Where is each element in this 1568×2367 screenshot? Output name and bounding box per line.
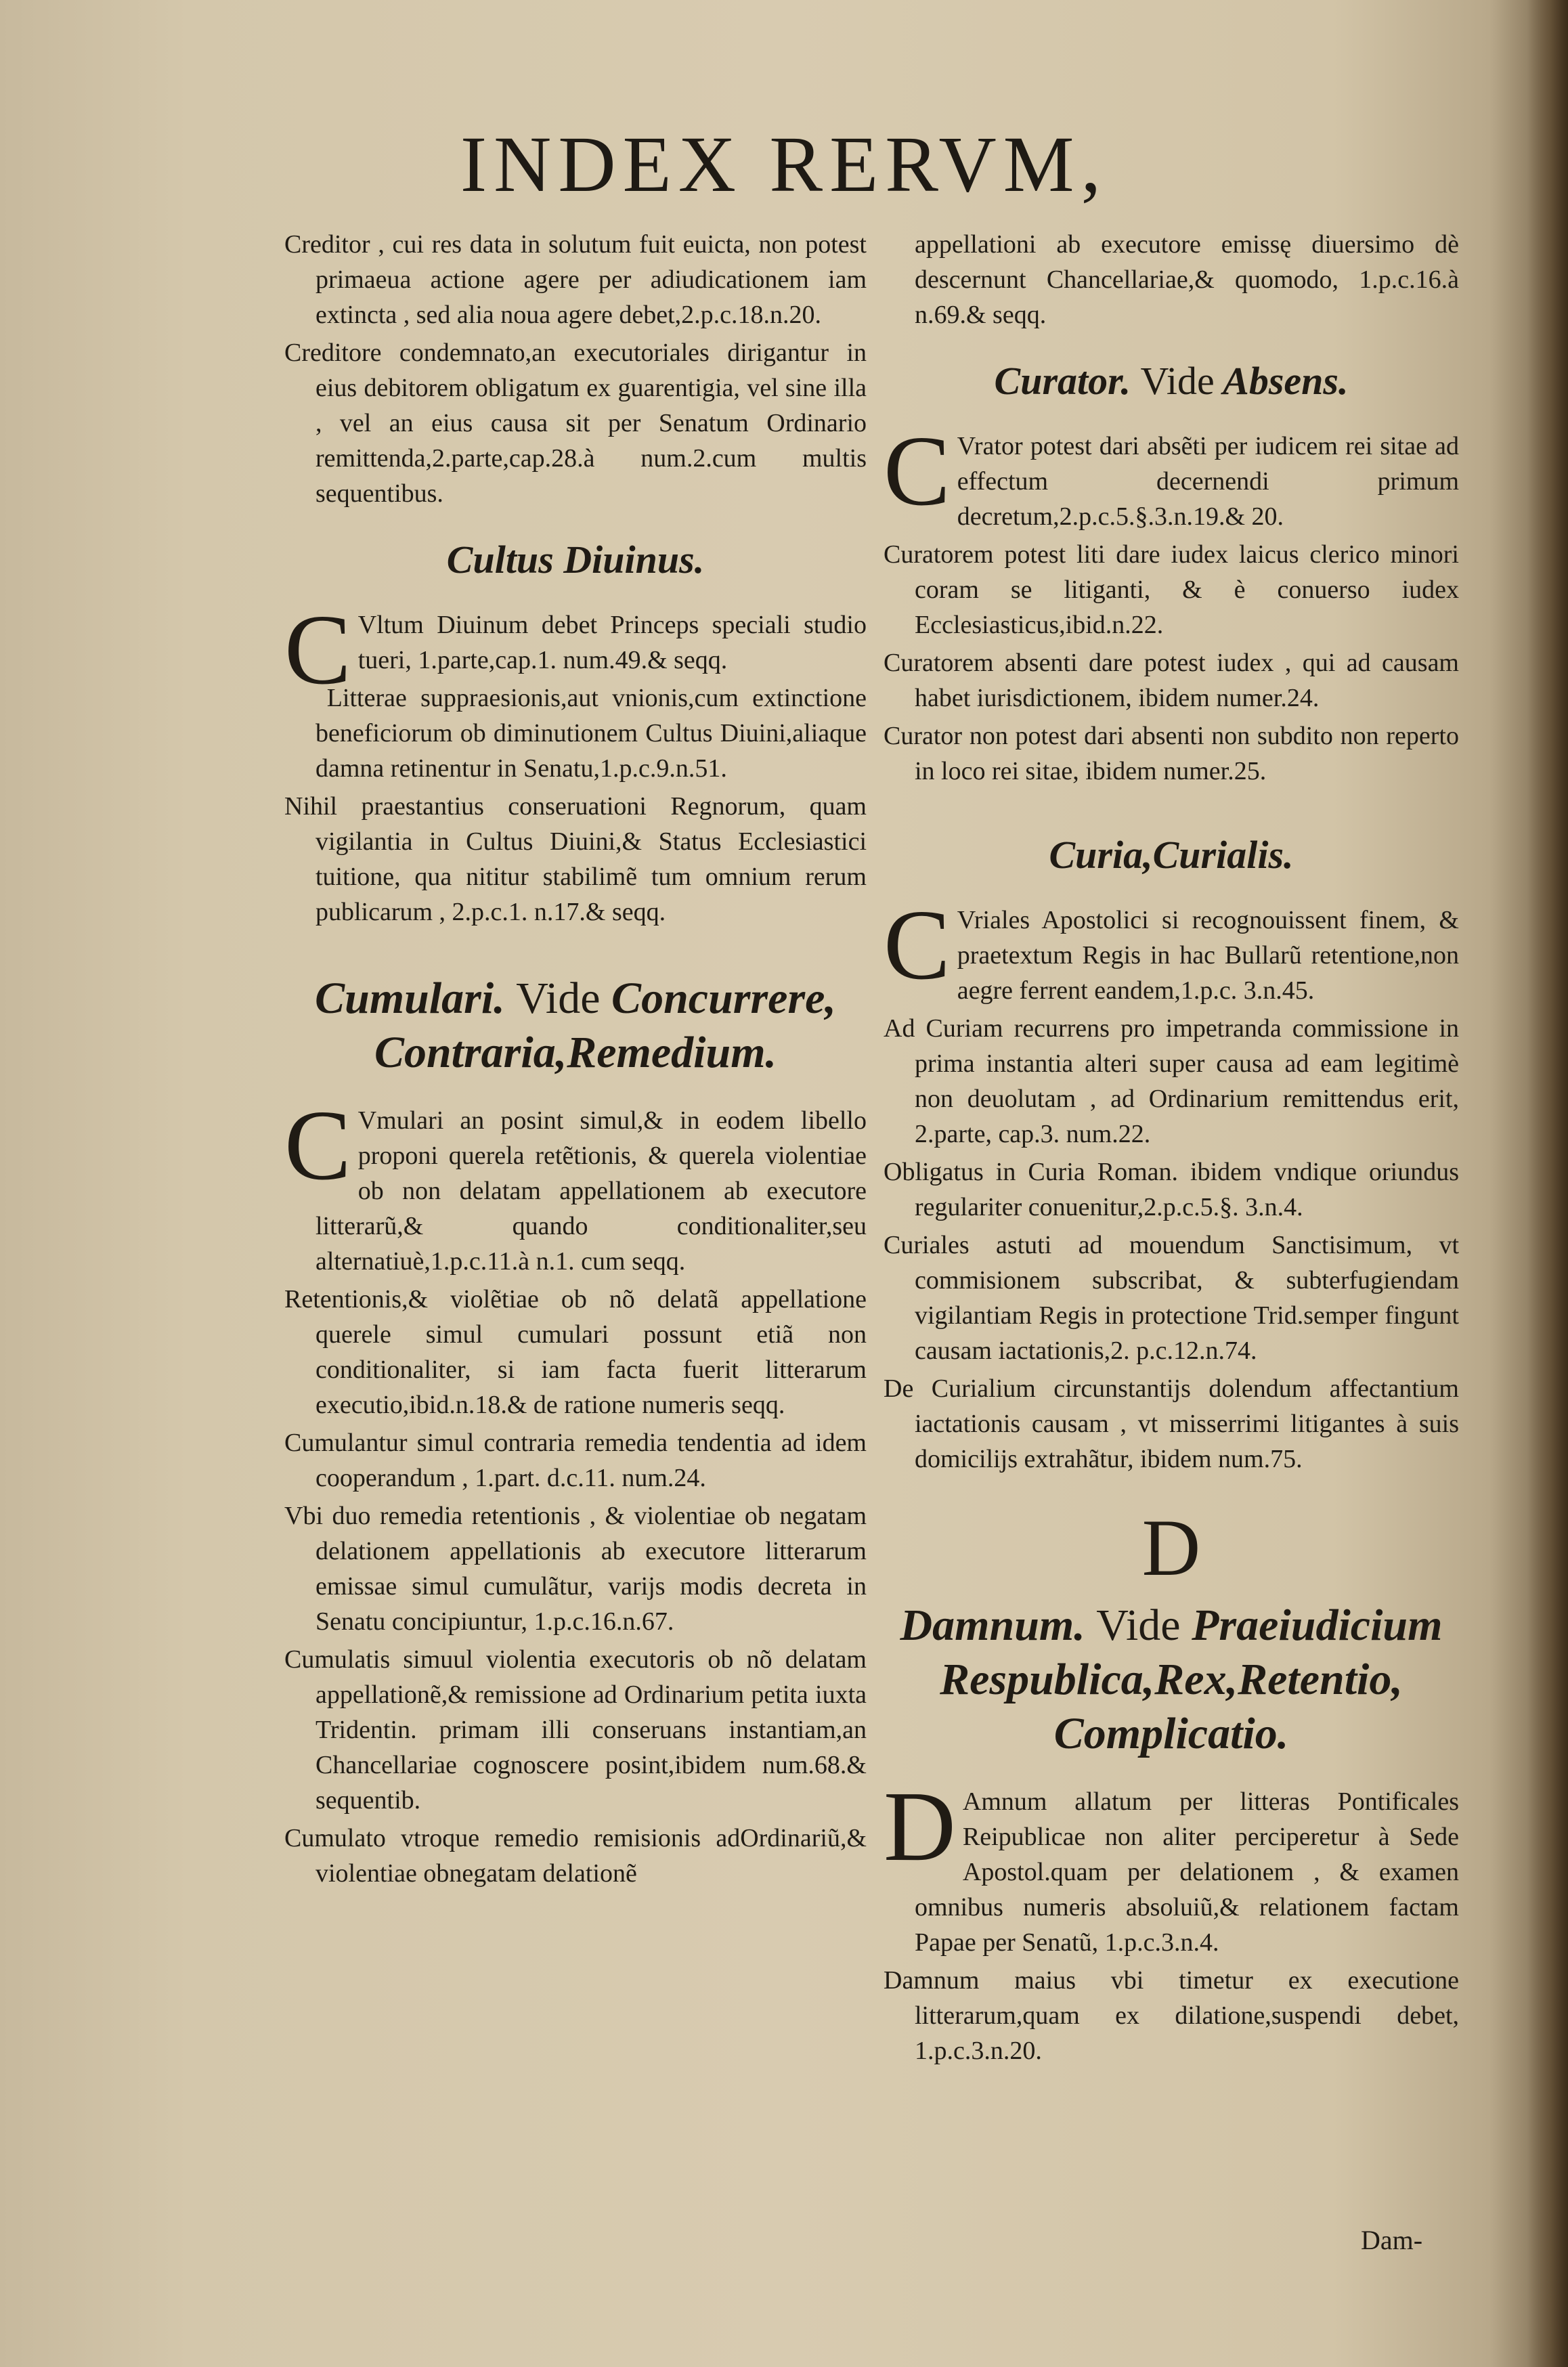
heading-vide: Vide — [516, 974, 601, 1023]
page-header-title: INDEX RERVM, — [460, 120, 1108, 209]
drop-cap: D — [884, 1771, 956, 1882]
heading-ref: Concurrere, — [611, 974, 836, 1023]
section-heading-cultus: Cultus Diuinus. — [446, 538, 705, 582]
index-entry: Damnum maius vbi timetur ex executione litterarum,quam ex dilatione,suspendi debet, 1.p.c.3.n.20. — [884, 1966, 1459, 2065]
section-heading-cumulari — [284, 972, 867, 1080]
index-entry: Cumulato vtroque remedio remisionis adOrdinariũ,& violentiae obnegatam delationẽ — [284, 1824, 867, 1888]
left-column — [284, 227, 867, 1894]
index-entry: Curiales astuti ad mouendum Sanctisimum, vt commisionem subscribat, & subterfugiendam vigilantiam Regis in protectione Trid.semper fingunt causam iactationis,2. p.c.12.n.74. — [884, 1231, 1459, 1365]
entry-text: Vrator potest dari absẽti per iudicem rei sitae ad effectum decernendi primum decretum,2.p.c.5.§.3.n.19.& 20. — [957, 432, 1459, 531]
drop-cap: C — [284, 1090, 351, 1201]
index-entry: Curatorem absenti dare potest iudex , qui ad causam habet iurisdictionem, ibidem numer.24. — [884, 649, 1459, 712]
drop-cap: C — [884, 890, 951, 1001]
index-entry: Curator non potest dari absenti non subdito non reperto in loco rei sitae, ibidem numer.25. — [884, 722, 1459, 785]
entry-text: Vltum Diuinum debet Princeps speciali studio tueri, 1.parte,cap.1. num.49.& seqq. — [357, 611, 867, 674]
heading-ref: Absens. — [1223, 359, 1349, 403]
section-heading-damnum — [884, 1599, 1459, 1761]
heading-term: Cumulari. — [315, 974, 505, 1023]
index-entry: Nihil praestantius conseruationi Regnorum, quam vigilantia in Cultus Diuini,& Status Ecclesiastici tuitione, qua nititur stabilimẽ tum omnium rerum publicarum , 2.p.c.1. n.17.& seqq. — [284, 792, 867, 926]
index-entry-continued: appellationi ab executore emissę diuersimo dè descernunt Chancellariae,& quomodo, 1.p.c.16.à n.69.& seqq. — [915, 230, 1459, 329]
index-entry: Litterae suppraesionis,aut vnionis,cum extinctione beneficiorum ob diminutionem Cultus Diuini,aliaque damna retinentur in Senatu,1.p.c.9.n.51. — [315, 684, 867, 783]
index-entry-lead — [284, 594, 867, 705]
section-heading-curia: Curia,Curialis. — [1049, 833, 1294, 877]
section-heading-curator — [884, 357, 1459, 406]
drop-cap: C — [284, 594, 351, 705]
index-entry: Creditore condemnato,an executoriales dirigantur in eius debitorem obligatum ex guarentigia, vel sine illa , vel an eius causa sit per Senatum Ordinario remittenda,2.parte,cap.28.à num.2.cum multis sequentibus. — [284, 339, 867, 508]
book-spine-shadow — [1527, 0, 1568, 2367]
entry-text: Amnum allatum per litteras Pontificales Reipublicae non aliter perciperetur à Sede Apostol.quam per delationem , & examen omnibus numeris absoluiũ,& relationem factam Papae per Senatũ, 1.p.c.3.n.4. — [915, 1787, 1459, 1957]
heading-ref: Contraria,Remedium. — [374, 1028, 777, 1077]
heading-ref: Respublica,Rex,Retentio, — [940, 1655, 1403, 1704]
heading-term: Curator. — [994, 359, 1131, 403]
index-entry: Cumulantur simul contraria remedia tendentia ad idem cooperandum , 1.part. d.c.11. num.24. — [284, 1429, 867, 1492]
catchword: Dam- — [1361, 2225, 1423, 2255]
index-entry: Retentionis,& violẽtiae ob nõ delatã appellatione querele simul cumulari possunt etiã non conditionaliter, si iam facta fuerit litterarum executio,ibid.n.18.& de ratione numeris seqq. — [284, 1285, 867, 1419]
index-entry: Cumulatis simuul violentia executoris ob nõ delatam appellationẽ,& remissione ad Ordinarium petita iuxta Tridentin. primam illi conseruans instantiam,an Chancellariae cognoscere posint,ibidem num.68.& sequentib. — [284, 1645, 867, 1815]
heading-ref: Complicatio. — [1053, 1709, 1289, 1758]
index-entry-lead — [884, 1771, 1459, 1960]
index-entry-lead — [284, 1090, 867, 1279]
section-letter-d: D — [1141, 1502, 1201, 1592]
index-entry: Curatorem potest liti dare iudex laicus clerico minori coram se litiganti, & è conuerso iudex Ecclesiasticus,ibid.n.22. — [884, 540, 1459, 639]
heading-vide: Vide — [1140, 359, 1215, 403]
index-entry: Vbi duo remedia retentionis , & violentiae ob negatam delationem appellationis ab executore litterarum emissae simul cumulãtur, varijs modis decreta in Senatu concipiuntur, 1.p.c.16.n.67. — [284, 1502, 867, 1636]
heading-ref: Praeiudicium — [1192, 1601, 1443, 1650]
heading-term: Damnum. — [900, 1601, 1085, 1650]
entry-text: Vmulari an posint simul,& in eodem libello proponi querela retẽtionis, & querela violentiae ob non delatam appellationem ab executore litterarũ,& quando conditionaliter,seu alternatiuè,1.p.c.11.à n.1. cum seqq. — [315, 1106, 867, 1276]
index-entry: Ad Curiam recurrens pro impetranda commissione in prima instantia alteri super causa ad eam legitimè non deuolutam , ad Ordinarium remittendus erit, 2.parte, cap.3. num.22. — [884, 1014, 1459, 1148]
index-entry: De Curialium circunstantijs dolendum affectantium iactationis causam , vt misserrimi litigantes à suis domicilijs extrahãtur, ibidem num.75. — [884, 1374, 1459, 1473]
index-entry-lead — [884, 416, 1459, 534]
entry-text: Vriales Apostolici si recognouissent finem, & praetextum Regis in hac Bullarũ retentione,non aegre ferrent eandem,1.p.c. 3.n.45. — [957, 906, 1459, 1005]
right-column — [884, 227, 1459, 2071]
drop-cap: C — [884, 416, 951, 527]
heading-vide: Vide — [1096, 1601, 1181, 1650]
index-entry: Obligatus in Curia Roman. ibidem vndique oriundus regulariter conuenitur,2.p.c.5.§. 3.n.4. — [884, 1158, 1459, 1221]
index-entry: Creditor , cui res data in solutum fuit euicta, non potest primaeua actione agere per adiudicationem iam extincta , sed alia noua agere debet,2.p.c.18.n.20. — [284, 230, 867, 329]
index-entry-lead — [884, 890, 1459, 1008]
